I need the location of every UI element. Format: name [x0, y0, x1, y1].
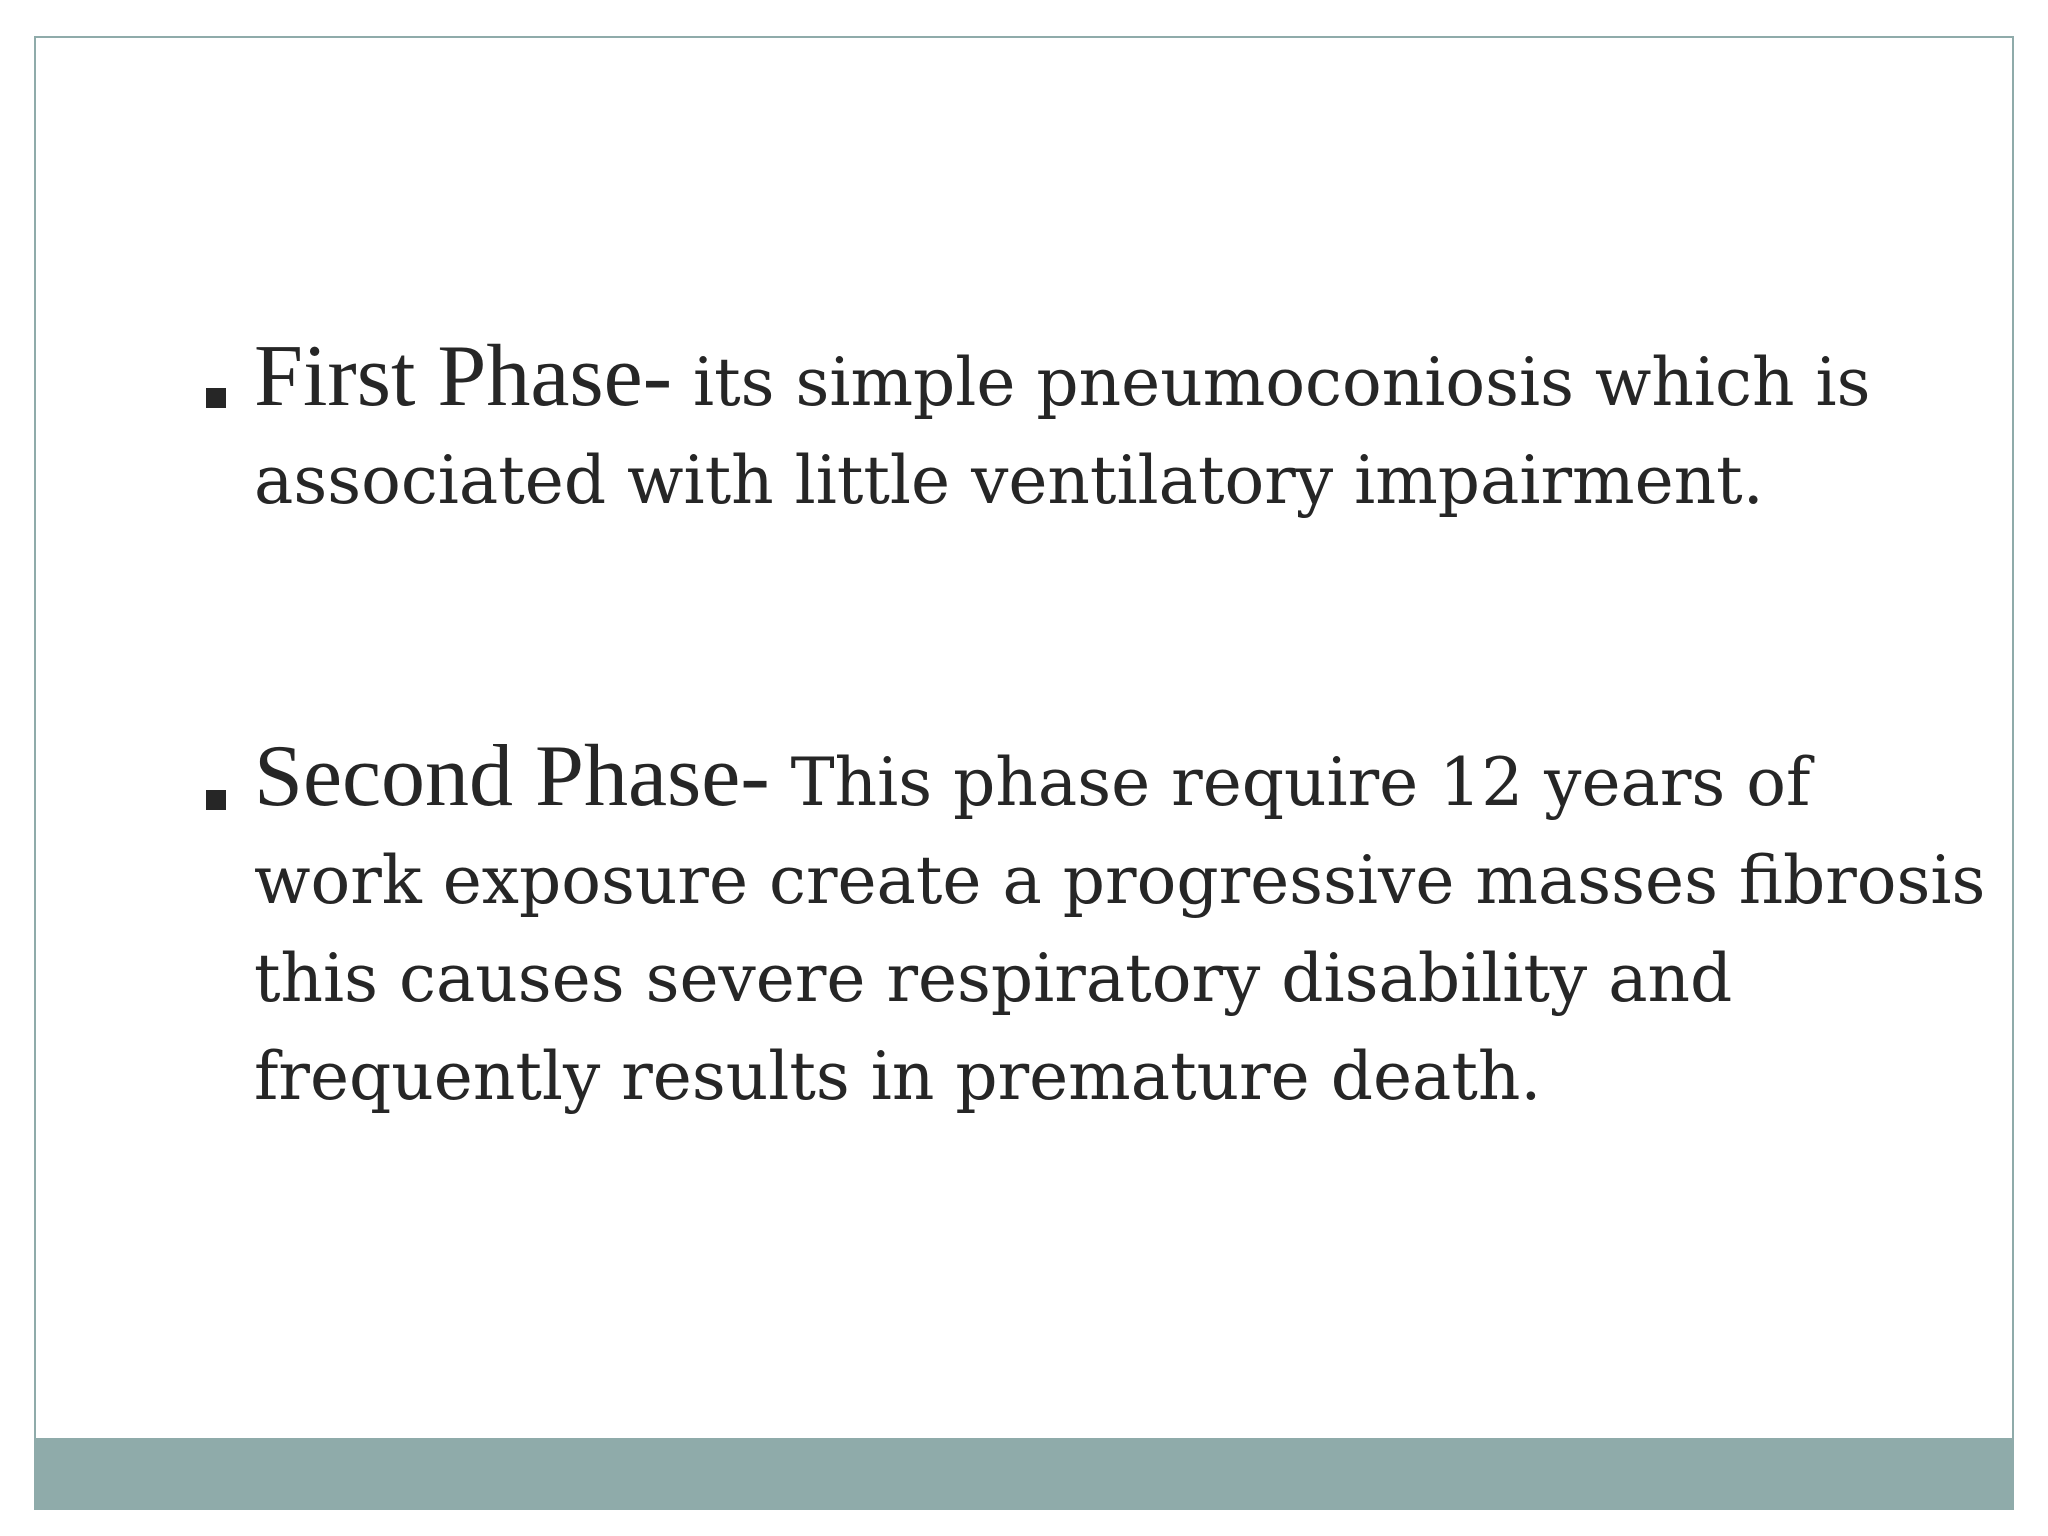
bullet-body: its simple pneumoconiosis which is associated with little ventilatory impairment.	[254, 344, 1871, 519]
bullet-text	[254, 728, 1989, 1126]
bullet-item-first-phase	[254, 328, 1989, 530]
bullet-text	[254, 328, 1989, 530]
bullet-lead: First Phase-	[254, 328, 672, 425]
bullet-body: This phase require 12 years of work exposure create a progressive masses fibrosis this causes severe respiratory disability and frequently results in premature death.	[254, 744, 1986, 1115]
bullet-lead: Second Phase-	[254, 728, 770, 825]
footer-band	[36, 1438, 2012, 1508]
slide-frame	[34, 36, 2014, 1510]
square-bullet-icon	[206, 790, 226, 810]
bullet-item-second-phase	[254, 728, 1989, 1126]
square-bullet-icon	[206, 388, 226, 408]
